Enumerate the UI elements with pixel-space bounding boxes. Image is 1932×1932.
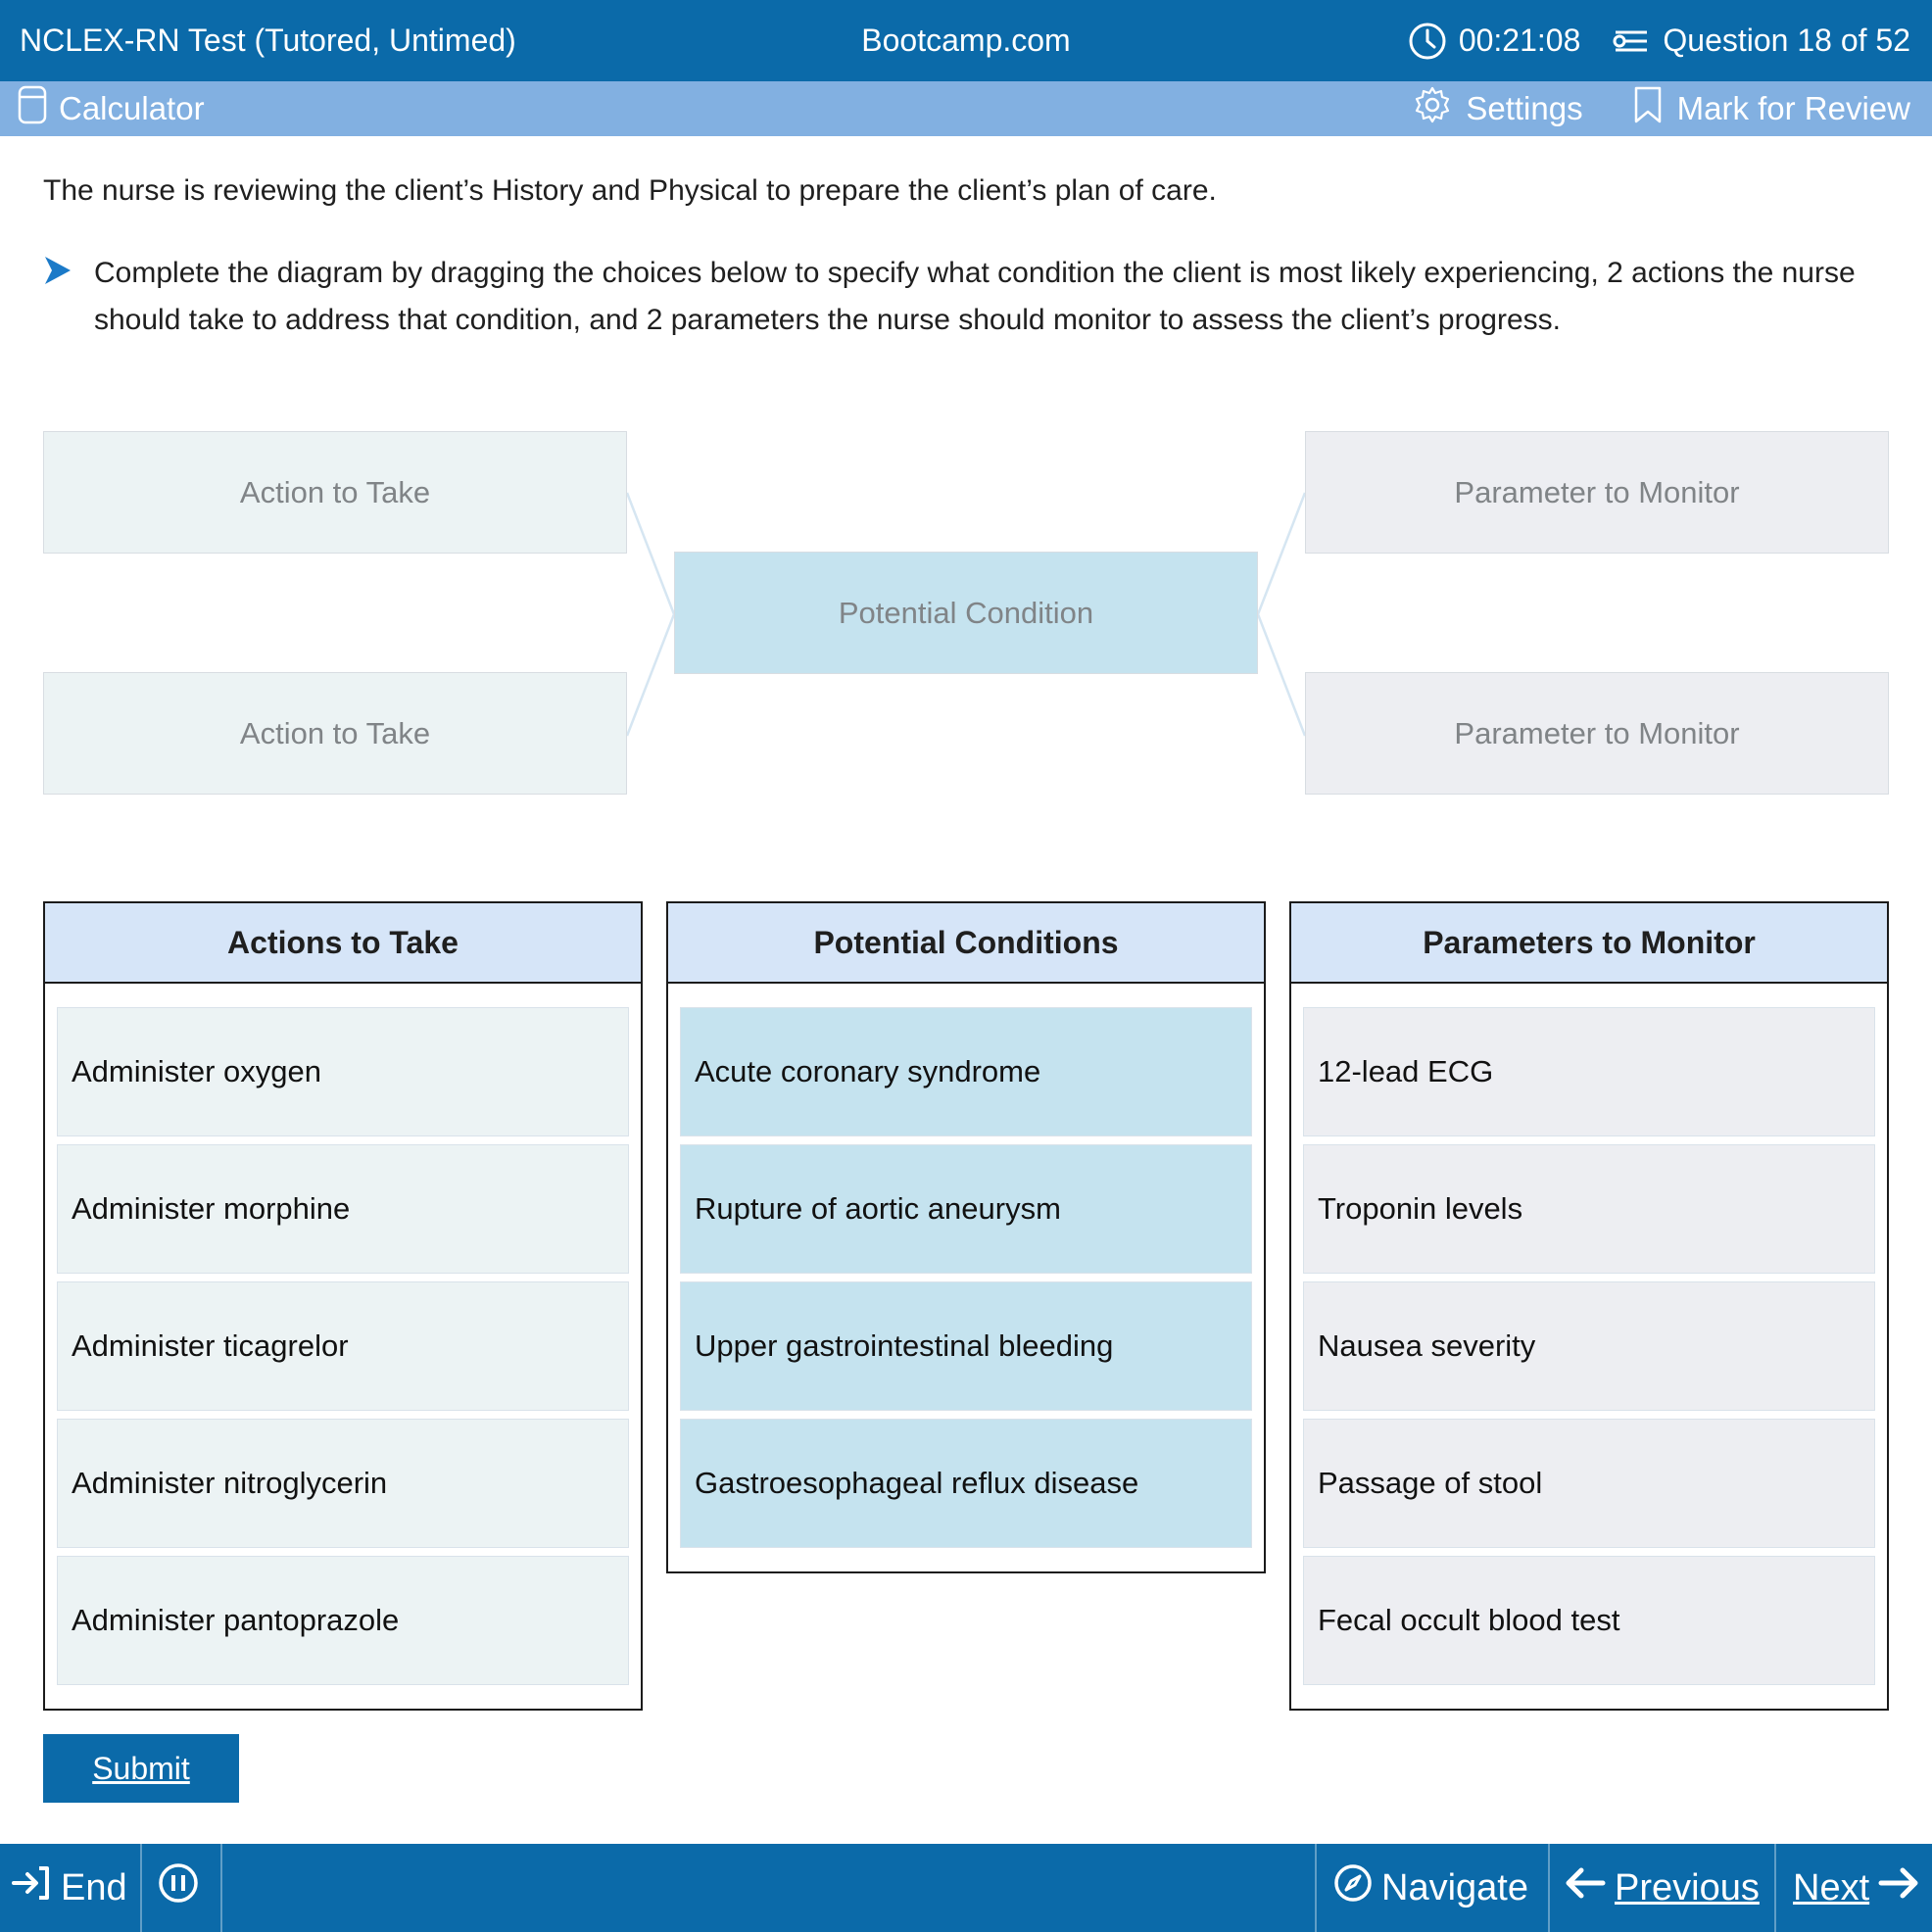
clock-icon: [1408, 22, 1447, 61]
submit-button[interactable]: [43, 1734, 239, 1803]
calculator-label: Calculator: [59, 90, 205, 126]
tool-bar: [0, 81, 1932, 136]
choice-nausea-severity[interactable]: Nausea severity: [1303, 1281, 1875, 1411]
actions-column-header: Actions to Take: [45, 903, 641, 984]
site-name: Bootcamp.com: [861, 23, 1071, 58]
choice-fecal-occult-blood-test[interactable]: Fecal occult blood test: [1303, 1556, 1875, 1685]
bottom-nav-bar: [0, 1844, 1932, 1932]
action-drop-slot-2[interactable]: Action to Take: [43, 672, 627, 795]
end-button[interactable]: [10, 1844, 127, 1932]
condition-drop-slot[interactable]: Potential Condition: [674, 552, 1258, 674]
previous-button[interactable]: [1564, 1844, 1760, 1932]
navigate-label: Navigate: [1381, 1866, 1528, 1908]
gear-icon: [1413, 85, 1452, 132]
conditions-column: [666, 901, 1266, 1573]
choice-administer-morphine[interactable]: Administer morphine: [57, 1144, 629, 1274]
question-stem: The nurse is reviewing the client’s History and Physical to prepare the client’s plan of care.: [43, 174, 1217, 207]
settings-button[interactable]: [1413, 85, 1582, 132]
conditions-column-header: Potential Conditions: [668, 903, 1264, 984]
mark-for-review-label: Mark for Review: [1676, 90, 1910, 126]
question-counter: Question 18 of 52: [1663, 23, 1910, 58]
end-label: End: [61, 1866, 127, 1908]
choice-gerd[interactable]: Gastroesophageal reflux disease: [680, 1419, 1252, 1548]
choice-upper-gi-bleeding[interactable]: Upper gastrointestinal bleeding: [680, 1281, 1252, 1411]
parameters-column: [1289, 901, 1889, 1711]
settings-label: Settings: [1466, 90, 1583, 126]
choice-administer-nitroglycerin[interactable]: Administer nitroglycerin: [57, 1419, 629, 1548]
exam-title: NCLEX-RN Test (Tutored, Untimed): [20, 23, 516, 58]
instruction-text: Complete the diagram by dragging the choices below to specify what condition the client is most likely experiencing, 2 actions the nurse should take to address that condition, and 2 parameters the nurse should monitor to assess the client’s progress.: [94, 257, 1856, 336]
calculator-button[interactable]: [18, 81, 205, 136]
submit-label: Submit: [92, 1750, 190, 1786]
choice-administer-pantoprazole[interactable]: Administer pantoprazole: [57, 1556, 629, 1685]
pause-button[interactable]: [157, 1844, 200, 1932]
choice-troponin-levels[interactable]: Troponin levels: [1303, 1144, 1875, 1274]
next-label: Next: [1793, 1866, 1870, 1908]
actions-column: [43, 901, 643, 1711]
pause-icon: [157, 1861, 200, 1914]
arrow-right-icon: [1877, 1863, 1920, 1912]
choice-administer-oxygen[interactable]: Administer oxygen: [57, 1007, 629, 1136]
compass-icon: [1332, 1862, 1374, 1913]
bookmark-icon: [1632, 85, 1664, 132]
previous-label: Previous: [1615, 1866, 1760, 1908]
parameter-drop-slot-1[interactable]: Parameter to Monitor: [1305, 431, 1889, 554]
choice-acute-coronary-syndrome[interactable]: Acute coronary syndrome: [680, 1007, 1252, 1136]
exit-icon: [10, 1863, 53, 1912]
navigate-button[interactable]: [1332, 1844, 1528, 1932]
parameters-column-header: Parameters to Monitor: [1291, 903, 1887, 984]
play-arrow-icon: [43, 254, 72, 301]
question-list-icon[interactable]: [1612, 26, 1651, 56]
arrow-left-icon: [1564, 1863, 1607, 1912]
title-bar: [0, 0, 1932, 81]
next-button[interactable]: [1793, 1844, 1920, 1932]
mark-for-review-button[interactable]: [1632, 85, 1910, 132]
choice-administer-ticagrelor[interactable]: Administer ticagrelor: [57, 1281, 629, 1411]
timer: 00:21:08: [1458, 23, 1581, 58]
action-drop-slot-1[interactable]: Action to Take: [43, 431, 627, 554]
choice-rupture-aortic-aneurysm[interactable]: Rupture of aortic aneurysm: [680, 1144, 1252, 1274]
choice-passage-of-stool[interactable]: Passage of stool: [1303, 1419, 1875, 1548]
question-instruction: [43, 250, 1905, 344]
parameter-drop-slot-2[interactable]: Parameter to Monitor: [1305, 672, 1889, 795]
calculator-icon: [18, 85, 47, 132]
choice-12-lead-ecg[interactable]: 12-lead ECG: [1303, 1007, 1875, 1136]
